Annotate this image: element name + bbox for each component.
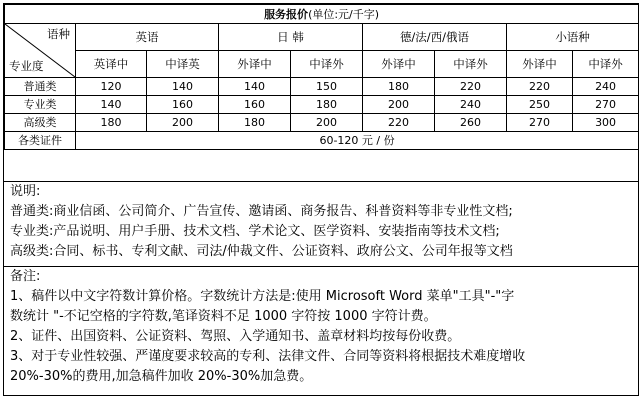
description-line: 普通类:商业信函、公司简介、广告宣传、邀请函、商务报告、科普资料等非专业性文档; xyxy=(10,204,513,219)
description-heading: 说明: xyxy=(10,184,41,199)
price-cell: 300 xyxy=(573,114,639,132)
price-cell: 250 xyxy=(507,96,573,114)
direction-header: 外译中 xyxy=(219,51,291,78)
price-cell: 220 xyxy=(363,114,435,132)
direction-header: 英译中 xyxy=(76,51,147,78)
price-cell: 220 xyxy=(507,78,573,96)
certificate-row xyxy=(5,132,639,150)
language-header-japanese-korean: 日 韩 xyxy=(219,24,363,51)
direction-header: 中译外 xyxy=(573,51,639,78)
table-row xyxy=(5,96,639,114)
corner-language-label: 语种 xyxy=(47,27,70,41)
corner-level-label: 专业度 xyxy=(9,59,44,73)
language-header-minor: 小语种 xyxy=(507,24,639,51)
price-cell: 260 xyxy=(435,114,507,132)
price-sheet xyxy=(3,3,639,396)
row-label: 高级类 xyxy=(5,114,76,132)
price-cell: 140 xyxy=(147,78,219,96)
language-header-european: 德/法/西/俄语 xyxy=(363,24,507,51)
price-cell: 140 xyxy=(219,78,291,96)
remarks-line: 2、证件、出国资料、公证资料、驾照、入学通知书、盖章材料均按每份收费。 xyxy=(10,329,461,344)
price-table xyxy=(4,4,639,150)
row-label: 专业类 xyxy=(5,96,76,114)
price-cell: 150 xyxy=(291,78,363,96)
price-cell: 240 xyxy=(573,78,639,96)
price-cell: 160 xyxy=(147,96,219,114)
table-row xyxy=(5,114,639,132)
price-cell: 270 xyxy=(507,114,573,132)
certificate-label: 各类证件 xyxy=(5,132,76,150)
price-cell: 140 xyxy=(76,96,147,114)
price-cell: 180 xyxy=(291,96,363,114)
remarks-section xyxy=(4,266,638,397)
price-cell: 180 xyxy=(76,114,147,132)
corner-header xyxy=(5,24,76,78)
remarks-heading: 备注: xyxy=(10,269,41,284)
remarks-line: 3、对于专业性较强、严谨度要求较高的专利、法律文件、合同等资料将根据技术难度增收 xyxy=(10,349,526,364)
price-cell: 200 xyxy=(363,96,435,114)
price-cell: 120 xyxy=(76,78,147,96)
table-row xyxy=(5,78,639,96)
language-header-english: 英语 xyxy=(76,24,219,51)
certificate-price: 60-120 元 / 份 xyxy=(76,132,639,150)
direction-header: 中译英 xyxy=(147,51,219,78)
price-cell: 200 xyxy=(291,114,363,132)
price-cell: 180 xyxy=(219,114,291,132)
price-cell: 270 xyxy=(573,96,639,114)
description-section xyxy=(4,181,638,266)
price-cell: 160 xyxy=(219,96,291,114)
table-unit: (单位:元/千字) xyxy=(308,7,380,21)
remarks-line: 数统计 "-不记空格的字符数,笔译资料不足 1000 字符按 1000 字符计费。 xyxy=(10,309,437,324)
description-line: 高级类:合同、标书、专利文献、司法/仲裁文件、公证资料、政府公文、公司年报等文档 xyxy=(10,244,513,259)
direction-header: 中译外 xyxy=(435,51,507,78)
direction-header: 外译中 xyxy=(507,51,573,78)
description-line: 专业类:产品说明、用户手册、技术文档、学术论文、医学资料、安装指南等技术文档; xyxy=(10,224,500,239)
remarks-line: 20%-30%的费用,加急稿件加收 20%-30%加急费。 xyxy=(10,369,313,384)
remarks-line: 1、稿件以中文字符数计算价格。字数统计方法是:使用 Microsoft Word 菜单"工具"-"字 xyxy=(10,289,515,304)
price-cell: 240 xyxy=(435,96,507,114)
price-cell: 200 xyxy=(147,114,219,132)
row-label: 普通类 xyxy=(5,78,76,96)
table-title-text: 服务报价 xyxy=(264,7,309,21)
direction-header: 外译中 xyxy=(363,51,435,78)
table-title xyxy=(5,5,639,24)
price-cell: 180 xyxy=(363,78,435,96)
price-cell: 220 xyxy=(435,78,507,96)
direction-header: 中译外 xyxy=(291,51,363,78)
